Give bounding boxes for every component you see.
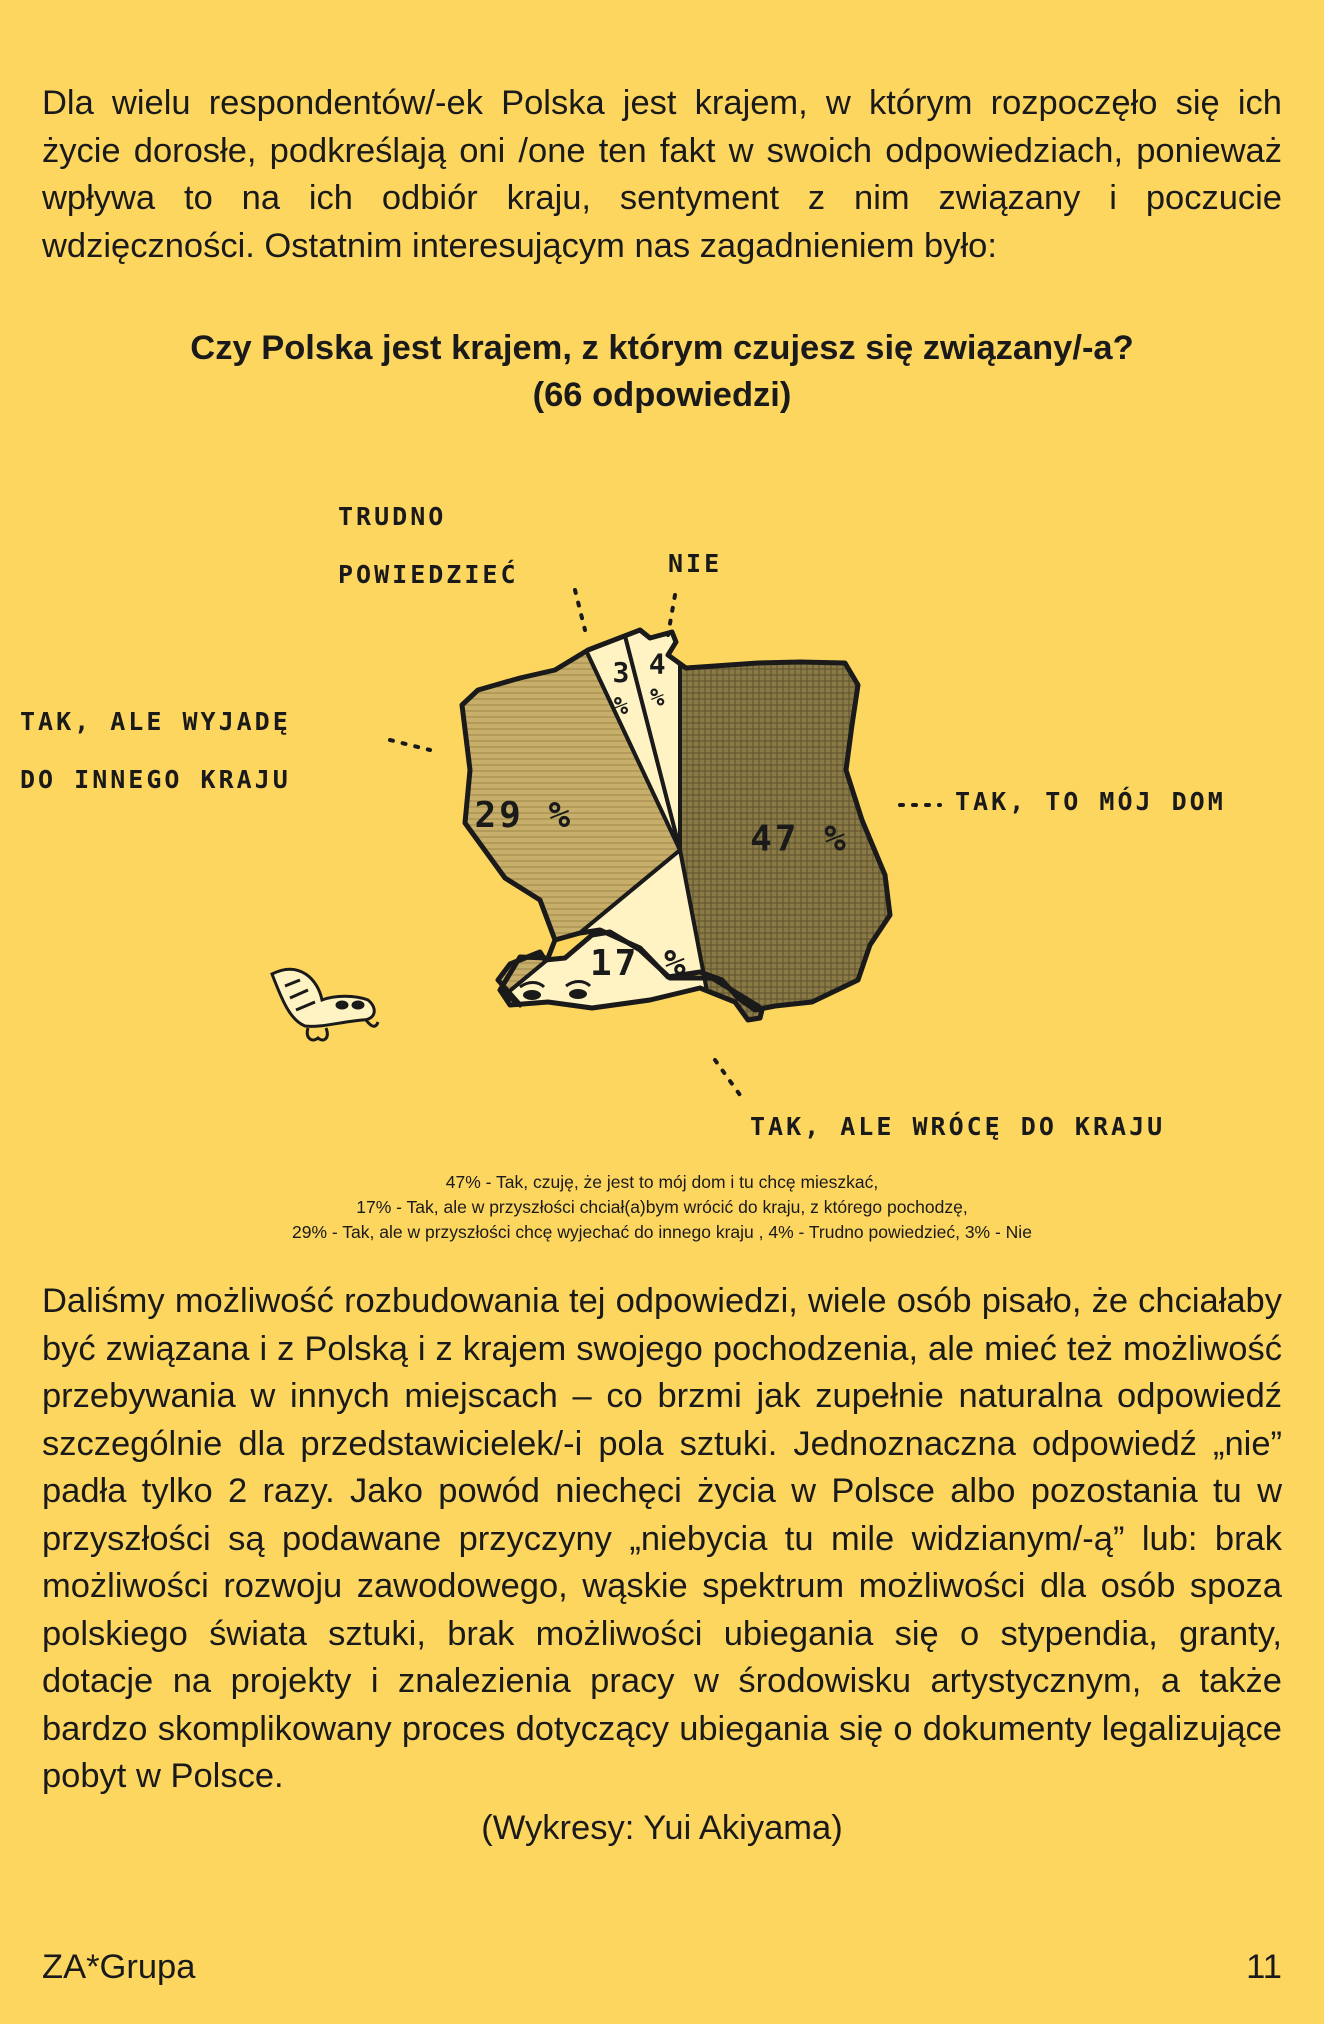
- svg-text:NIE: NIE: [668, 549, 723, 578]
- hermit-crab-drawing: [272, 969, 378, 1040]
- slice-value-label-4: [612, 656, 632, 720]
- outro-paragraph: Daliśmy możliwość rozbudowania tej odpowiedzi, wiele osób pisało, że chciałaby być związana i z Polską i z krajem swojego pochodzenia, ale mieć też możliwość przebywania w innych miejscach – co brzmi jak zupełnie naturalna odpowiedź szczególnie dla przedstawicielek/-i pola sztuki. Jednoznaczna odpowiedź „nie” padła tylko 2 razy. Jako powód niechęci życia w Polsce albo pozostania tu w przyszłości są podawane przyczyny „niebycia tu mile widzianym/-ą” lub: brak możliwości rozwoju zawodowego, wąskie spektrum możliwości dla osób spoza polskiego świata sztuki, brak możliwości ubiegania się o stypendia, granty, dotacje na projekty i znalezienia pracy w środowisku artystycznym, a także bardzo skomplikowany proces dotyczący ubiegania się o dokumenty legalizujące pobyt w Polsce.: [42, 1282, 1282, 1795]
- svg-text:POWIEDZIEĆ: POWIEDZIEĆ: [338, 560, 519, 589]
- slice-value-label-3: [475, 795, 574, 836]
- svg-text:TAK, TO MÓJ DOM: TAK, TO MÓJ DOM: [955, 787, 1226, 816]
- chart-legend: [0, 1170, 1324, 1245]
- footer-publisher: ZA*Grupa: [42, 1948, 196, 1986]
- pie-chart-poland-map: [0, 480, 1324, 1160]
- svg-text:17 %: 17 %: [589, 942, 689, 984]
- slice-value-label-2: [590, 943, 689, 984]
- svg-text:29 %: 29 %: [474, 795, 574, 837]
- question-text: Czy Polska jest krajem, z którym czujesz się związany/-a?: [190, 329, 1134, 367]
- page-number: 11: [1246, 1948, 1282, 1986]
- category-callout-2: [715, 1060, 1165, 1141]
- legend-line-3: 29% - Tak, ale w przyszłości chcę wyjechać do innego kraju , 4% - Trudno powiedzieć, 3% - Nie: [292, 1222, 1032, 1242]
- pie-slice-1: [680, 480, 1100, 1160]
- category-callout-3: [20, 707, 430, 794]
- slice-value-label-5: [649, 647, 669, 711]
- category-callout-5: [668, 549, 722, 635]
- svg-text:TAK, ALE WYJADĘ: TAK, ALE WYJADĘ: [20, 707, 291, 736]
- svg-text:4%: 4 %: [648, 647, 669, 712]
- svg-text:3%: 3 %: [612, 656, 633, 721]
- intro-paragraph: Dla wielu respondentów/-ek Polska jest krajem, w którym rozpoczęło się ich życie dorosłe, podkreślają oni /one ten fakt w swoich odpowiedziach, ponieważ wpływa to na ich odbiór kraju, sentyment z nim związany i poczucie wdzięczności. Ostatnim interesującym nas zagadnieniem było:: [42, 84, 1282, 265]
- legend-line-1: 47% - Tak, czuję, że jest to mój dom i tu chcę mieszkać,: [445, 1172, 879, 1192]
- category-callout-4: [338, 502, 585, 630]
- response-count: (66 odpowiedzi): [532, 376, 792, 414]
- svg-text:TAK, ALE WRÓCĘ DO KRAJU: TAK, ALE WRÓCĘ DO KRAJU: [750, 1112, 1166, 1141]
- question-heading: [0, 325, 1324, 419]
- category-callout-1: [900, 786, 1226, 816]
- legend-line-2: 17% - Tak, ale w przyszłości chciał(a)bym wrócić do kraju, z którego pochodzę,: [356, 1197, 968, 1217]
- svg-text:DO INNEGO KRAJU: DO INNEGO KRAJU: [20, 765, 291, 794]
- svg-text:47 %: 47 %: [750, 818, 849, 860]
- svg-text:TRUDNO: TRUDNO: [338, 502, 447, 531]
- slice-value-label-1: [750, 819, 849, 860]
- chart-credit: (Wykresy: Yui Akiyama): [481, 1809, 843, 1847]
